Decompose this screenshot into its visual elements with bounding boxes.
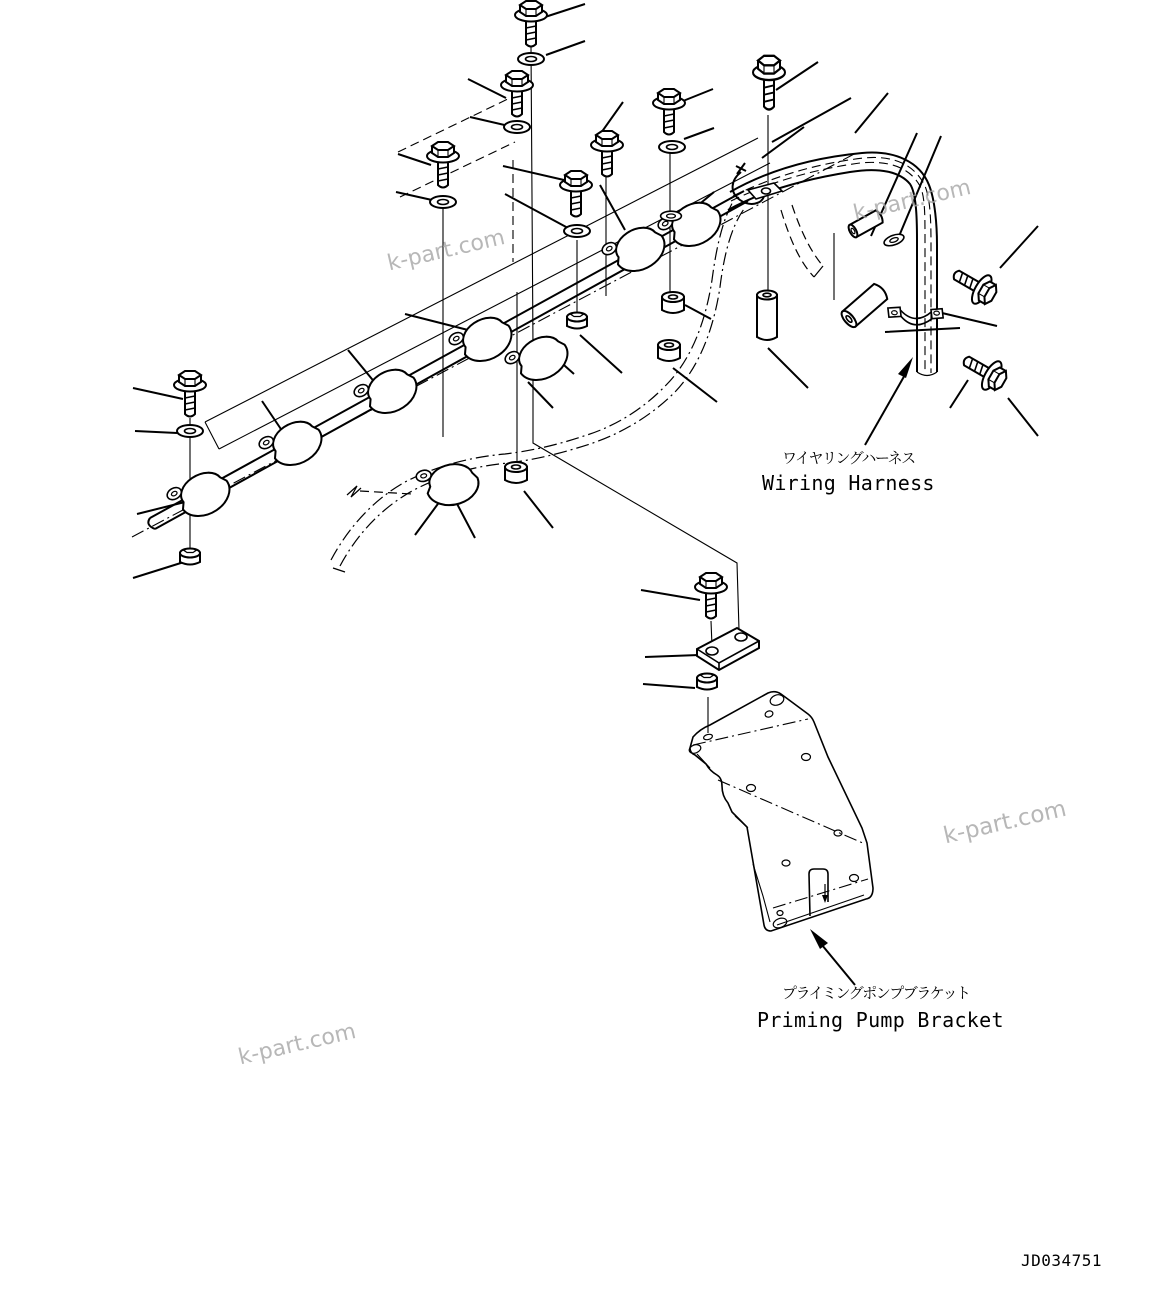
watermark: k-part.com	[236, 1019, 359, 1071]
bushing-icon	[658, 340, 680, 361]
flange-nut-icon	[567, 313, 587, 329]
spacer-icon	[757, 291, 777, 341]
flange-bolt-icon	[946, 260, 1001, 310]
bushing-icon	[505, 462, 527, 483]
bushing-icon	[662, 292, 684, 313]
priming-pump-bracket-label-jp: プライミングポンプブラケット	[782, 984, 970, 1002]
priming-pump-bracket-outline	[688, 692, 873, 931]
drawing-number: JD034751	[1021, 1251, 1103, 1270]
wiring-harness-arrow	[865, 357, 913, 445]
washer-icon	[504, 121, 530, 133]
mounting-strip	[205, 97, 770, 449]
wiring-harness-path	[331, 153, 937, 572]
flange-bolt-icon	[591, 131, 623, 177]
priming-pump-bracket-label-en: Priming Pump Bracket	[757, 1008, 1004, 1032]
flange-bolt-icon	[653, 89, 685, 135]
flange-bolt-icons	[174, 1, 1012, 619]
cushion-clamp-icon	[886, 303, 944, 328]
washer-icon	[177, 425, 203, 437]
washer-icon	[564, 225, 590, 237]
flange-bolt-icon	[174, 371, 206, 417]
flange-bolt-icon	[695, 573, 727, 619]
flange-nut-icon	[180, 549, 200, 565]
washer-icon	[883, 232, 906, 248]
wiring-harness-label-jp: ワイヤリングハーネス	[782, 449, 915, 467]
flange-nut-icon	[697, 674, 717, 690]
bushing-icon	[847, 209, 885, 238]
flange-bolt-icon	[956, 346, 1011, 396]
flange-bolt-icon	[560, 171, 592, 217]
priming-pump-bracket-arrow	[810, 929, 855, 985]
cushion-clamp-icon	[415, 459, 482, 512]
watermark: k-part.com	[941, 795, 1069, 850]
watermark: k-part.com	[851, 175, 974, 227]
washer-icon	[518, 53, 544, 65]
washer-icon	[661, 211, 682, 221]
washer-icon	[430, 196, 456, 208]
wiring-harness-label-en: Wiring Harness	[762, 471, 935, 495]
watermark: k-part.com	[385, 225, 508, 277]
flange-bolt-icon	[427, 142, 459, 188]
flange-bolt-icon	[515, 1, 547, 47]
mounting-plate-icon	[697, 628, 759, 670]
flange-bolt-icon	[753, 56, 785, 110]
washer-icon	[659, 141, 685, 153]
leader-lines	[133, 4, 1038, 688]
cushion-clamp-icon	[503, 328, 575, 392]
flange-bolt-icon	[501, 71, 533, 117]
cushion-clamp-icon	[352, 361, 424, 425]
spacer-icon	[839, 282, 889, 330]
